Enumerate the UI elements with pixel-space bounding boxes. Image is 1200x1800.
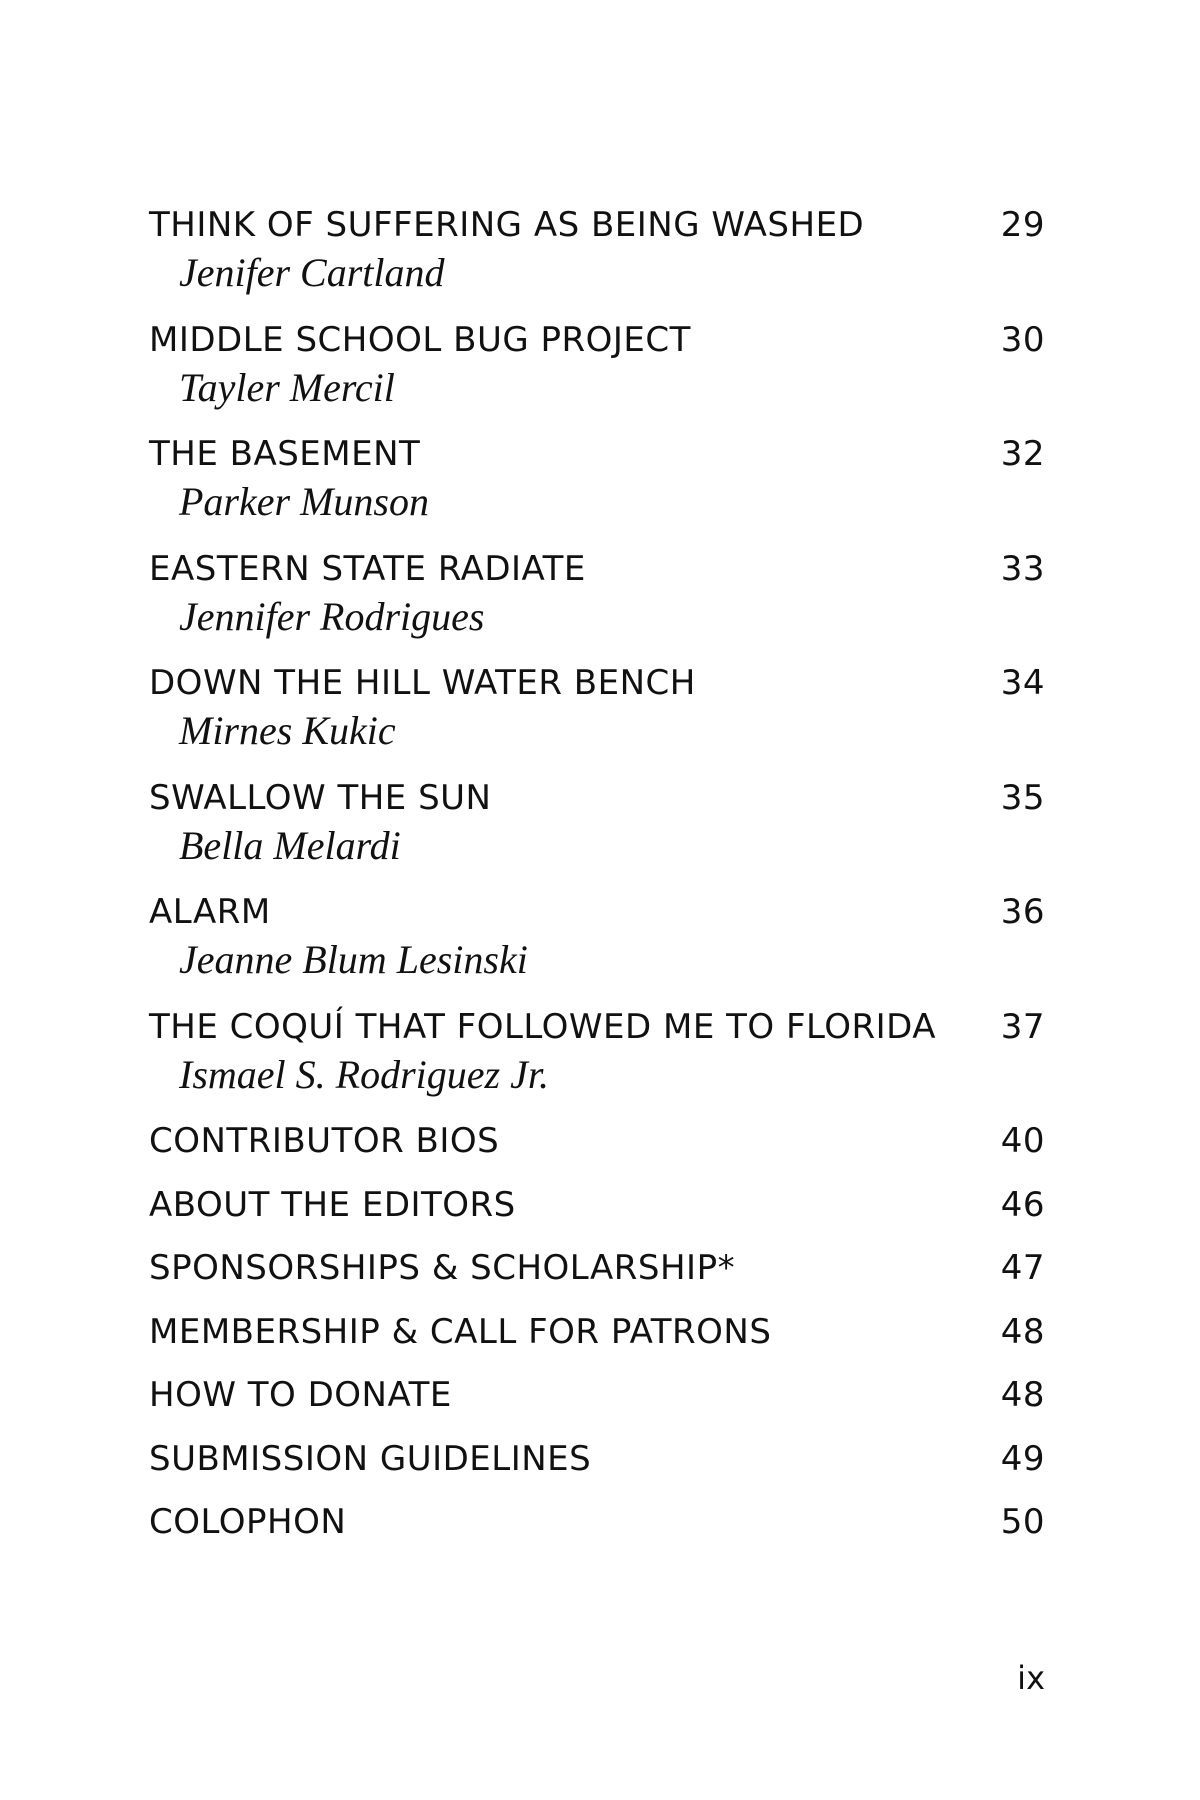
toc-title-row <box>149 200 1045 250</box>
toc-entry-author: Jeanne Blum Lesinski <box>179 937 528 982</box>
toc-title-row <box>149 658 1045 708</box>
toc-page-number: 29 <box>1000 205 1045 245</box>
toc-page-number: 48 <box>1000 1375 1045 1415</box>
toc-entry-author: Ismael S. Rodriguez Jr. <box>179 1051 549 1097</box>
toc-entry <box>149 200 1045 315</box>
toc-entry <box>149 1180 1045 1244</box>
toc-entry <box>149 1307 1045 1371</box>
toc-entry-title: THINK OF SUFFERING AS BEING WASHED <box>149 205 865 245</box>
toc-entry-author: Mirnes Kukic <box>179 708 396 753</box>
toc-page-number: 37 <box>1000 1006 1045 1047</box>
toc-entry-author: Parker Munson <box>179 479 429 524</box>
toc-entry-title: THE COQUÍ THAT FOLLOWED ME TO FLORIDA <box>149 1006 936 1047</box>
toc-entry-title: COLOPHON <box>149 1502 347 1542</box>
toc-entry-title: DOWN THE HILL WATER BENCH <box>149 663 696 703</box>
toc-entry-title: THE BASEMENT <box>149 434 421 474</box>
toc-title-row <box>149 1434 1045 1484</box>
toc-entry <box>149 1434 1045 1498</box>
toc-title-row <box>149 1370 1045 1420</box>
toc-title-row <box>149 773 1045 823</box>
toc-entry-title: SWALLOW THE SUN <box>149 777 492 818</box>
toc-page-number: 50 <box>1000 1502 1045 1542</box>
toc-title-row <box>149 1243 1045 1293</box>
toc-entry <box>149 773 1045 888</box>
toc-title-row <box>149 1497 1045 1547</box>
toc-page-number: 35 <box>1000 777 1045 818</box>
toc-entry-title: ABOUT THE EDITORS <box>149 1184 516 1225</box>
toc-entry-title: CONTRIBUTOR BIOS <box>149 1121 500 1161</box>
table-of-contents <box>149 200 1045 1561</box>
toc-entry-title: ALARM <box>149 892 271 932</box>
toc-entry-author: Tayler Mercil <box>179 364 395 410</box>
toc-entry <box>149 544 1045 659</box>
toc-entry <box>149 1370 1045 1434</box>
toc-page-number: 33 <box>1000 548 1045 589</box>
toc-entry <box>149 315 1045 430</box>
toc-entry-title: HOW TO DONATE <box>149 1375 452 1415</box>
toc-title-row <box>149 315 1045 365</box>
toc-entry <box>149 658 1045 773</box>
toc-entry-title: MIDDLE SCHOOL BUG PROJECT <box>149 319 691 360</box>
toc-entry <box>149 429 1045 544</box>
toc-title-row <box>149 429 1045 479</box>
page-folio: ix <box>1017 1659 1045 1697</box>
toc-entry-author: Jennifer Rodrigues <box>179 593 485 639</box>
toc-entry <box>149 887 1045 1002</box>
toc-title-row <box>149 544 1045 594</box>
toc-page-number: 46 <box>1000 1184 1045 1225</box>
toc-page-number: 34 <box>1000 663 1045 703</box>
toc-page-number: 40 <box>1000 1121 1045 1161</box>
toc-entry <box>149 1002 1045 1117</box>
toc-entry <box>149 1497 1045 1561</box>
toc-title-row <box>149 1002 1045 1052</box>
toc-entry-title: SPONSORSHIPS & SCHOLARSHIP* <box>149 1248 736 1288</box>
toc-page-number: 36 <box>1000 892 1045 932</box>
toc-entry-title: SUBMISSION GUIDELINES <box>149 1438 592 1479</box>
toc-entry-author: Jenifer Cartland <box>179 250 445 295</box>
toc-page-number: 49 <box>1000 1438 1045 1479</box>
toc-page-number: 47 <box>1000 1248 1045 1288</box>
toc-entry-title: EASTERN STATE RADIATE <box>149 548 586 589</box>
toc-page-number: 32 <box>1000 434 1045 474</box>
toc-title-row <box>149 1307 1045 1357</box>
toc-title-row <box>149 887 1045 937</box>
toc-entry-title: MEMBERSHIP & CALL FOR PATRONS <box>149 1311 772 1352</box>
toc-title-row <box>149 1116 1045 1166</box>
toc-entry-author: Bella Melardi <box>179 822 401 868</box>
toc-page-number: 30 <box>1000 319 1045 360</box>
toc-title-row <box>149 1180 1045 1230</box>
toc-page-number: 48 <box>1000 1311 1045 1352</box>
toc-entry <box>149 1243 1045 1307</box>
toc-entry <box>149 1116 1045 1180</box>
